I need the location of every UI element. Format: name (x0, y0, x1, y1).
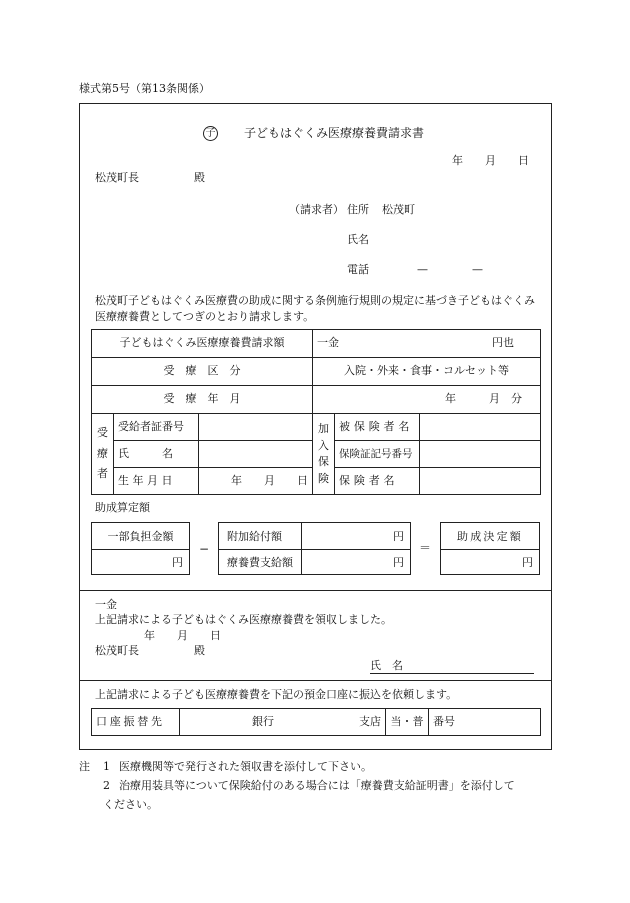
receipt-signature-line[interactable] (370, 660, 534, 674)
circle-mark: 子 (203, 126, 218, 141)
insurer-name-field[interactable] (420, 468, 541, 495)
recipient-name-label: 氏 名 (114, 441, 199, 468)
insurance-cert-field[interactable] (420, 441, 541, 468)
receipt-text: 上記請求による子どもはぐくみ医療療養費を領収しました。 (95, 613, 392, 626)
recipient-cert-label: 受給者証番号 (114, 414, 199, 441)
receipt-name-label: 氏 名 (370, 659, 403, 672)
claim-amount-label: 子どもはぐくみ医療療養費請求額 (92, 330, 313, 358)
account-table (91, 708, 541, 736)
insurance-cert-label: 保険証記号番号 (335, 441, 420, 468)
account-number-field[interactable] (429, 709, 541, 736)
claim-amount-prefix: 一金 (317, 336, 339, 350)
minus-sign: − (199, 542, 210, 556)
request-date: 年 月 日 (452, 154, 529, 167)
bank-branch-field[interactable] (180, 709, 386, 736)
recipient-vertical-label: 受療者 (92, 414, 114, 495)
receipt-date: 年 月 日 (144, 629, 221, 642)
notes-label: 注 (79, 760, 90, 773)
account-type[interactable]: 当・普 (386, 709, 429, 736)
account-number-label: 番号 (433, 714, 455, 728)
note-1-text: 医療機関等で発行された領収書を添付して下さい。 (119, 760, 372, 773)
category-label: 受 療 区 分 (92, 358, 313, 386)
requester-label: （請求者） (289, 203, 344, 216)
note-1-number: 1 (103, 760, 110, 773)
addressee: 松茂町長 殿 (95, 171, 205, 184)
supplement-label: 附加給付額 (227, 530, 282, 543)
form-number: 様式第5号（第13条関係） (79, 82, 210, 95)
decision-field[interactable] (441, 549, 539, 575)
supplement-yen[interactable]: 円 (393, 530, 404, 543)
insured-name-field[interactable] (420, 414, 541, 441)
decision-label: 助成決定額 (441, 523, 539, 550)
benefit-box (218, 522, 411, 575)
medical-yen[interactable]: 円 (393, 556, 404, 569)
recipient-cert-field[interactable] (199, 414, 313, 441)
recipient-dob-label: 生 年 月 日 (114, 468, 199, 495)
claim-amount-suffix: 円也 (492, 336, 514, 350)
receipt-addressee: 松茂町長 殿 (95, 644, 205, 657)
note-2-number: 2 (103, 779, 110, 792)
phone-value: — — (417, 263, 483, 276)
account-label: 口座振替先 (92, 709, 180, 736)
copay-yen: 円 (172, 556, 183, 569)
transfer-text: 上記請求による子ども医療療養費を下記の預金口座に振込を依頼します。 (95, 688, 458, 701)
insured-name-label: 被保険者名 (335, 414, 420, 441)
copay-label: 一部負担金額 (92, 523, 189, 550)
copay-box (91, 522, 190, 575)
note-2-continued: ください。 (103, 798, 158, 811)
claim-amount-field[interactable] (313, 330, 541, 358)
branch-label: 支店 (359, 714, 381, 728)
phone-label: 電話 (347, 263, 369, 276)
calc-heading: 助成算定額 (95, 501, 150, 514)
address-value: 松茂町 (382, 203, 415, 216)
recipient-dob-value[interactable]: 年 月 日 (199, 468, 313, 495)
copay-field[interactable] (92, 549, 189, 575)
insurance-vertical-label: 加入保険 (313, 414, 335, 495)
name-label: 氏名 (347, 233, 369, 246)
bank-label: 銀行 (252, 714, 274, 728)
treatment-date-label: 受 療 年 月 (92, 386, 313, 414)
note-2-text: 治療用装具等について保険給付のある場合には「療養費支給証明書」を添付して (119, 779, 515, 792)
divider-1 (79, 590, 552, 591)
receipt-prefix: 一金 (95, 598, 117, 611)
decision-box (440, 522, 540, 575)
insurer-name-label: 保険者名 (335, 468, 420, 495)
category-value[interactable]: 入院・外来・食事・コルセット等 (313, 358, 541, 386)
equals-sign: ＝ (419, 541, 432, 555)
divider-2 (79, 680, 552, 681)
title-mark (203, 126, 218, 141)
address-label: 住所 (347, 203, 369, 216)
decision-yen: 円 (522, 556, 533, 569)
recipient-name-field[interactable] (199, 441, 313, 468)
medical-label: 療養費支給額 (227, 556, 293, 569)
request-statement: 松茂町子どもはぐくみ医療費の助成に関する条例施行規則の規定に基づき子どもはぐくみ医療療養費としてつぎのとおり請求します。 (95, 294, 535, 323)
claim-table (91, 329, 541, 495)
treatment-date-value[interactable]: 年 月 分 (313, 386, 541, 414)
page-title: 子どもはぐくみ医療療養費請求書 (244, 126, 425, 140)
